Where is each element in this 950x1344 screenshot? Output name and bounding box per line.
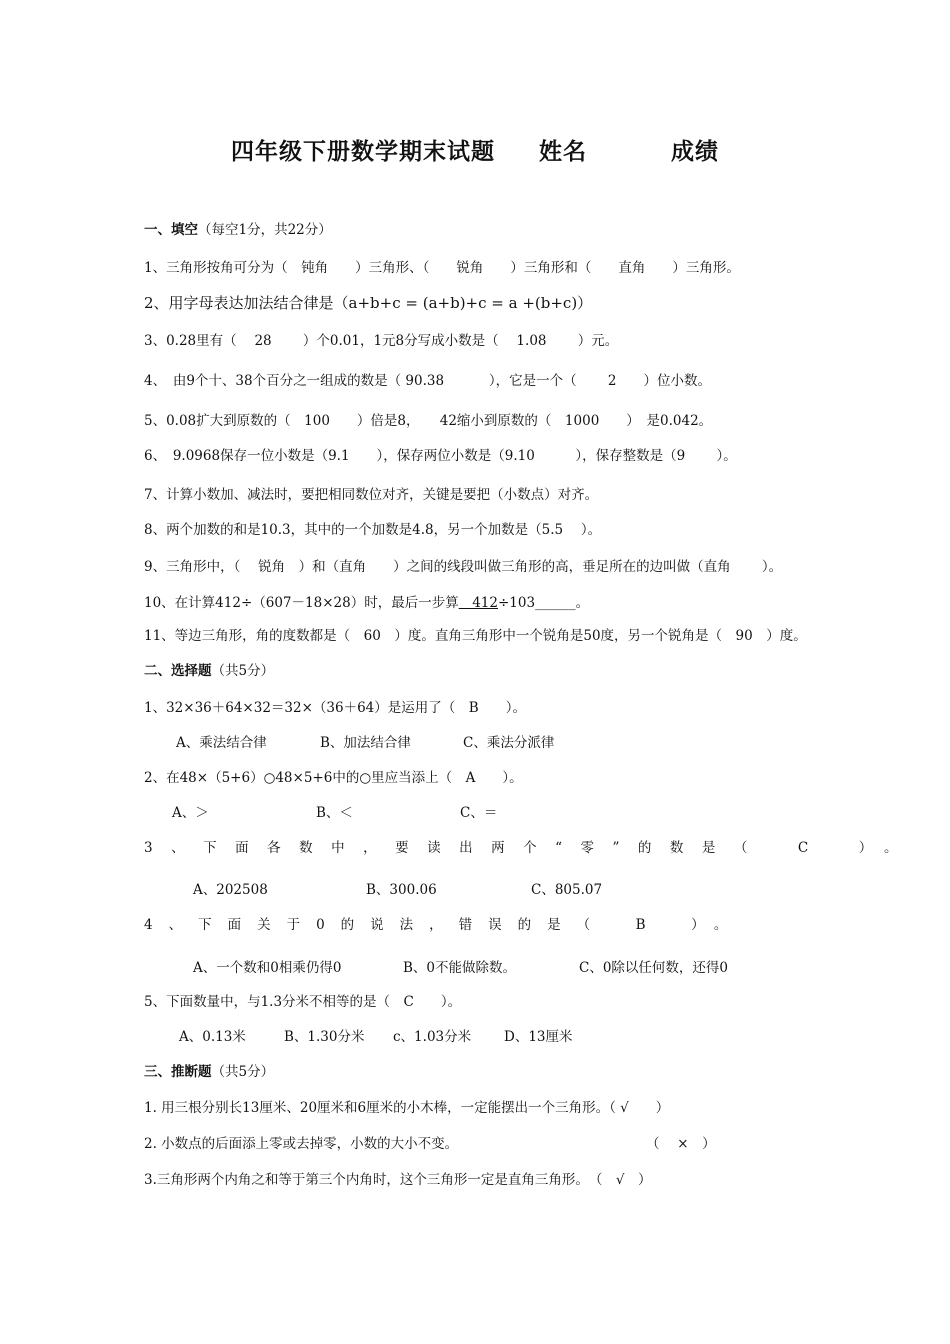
question-1-10	[144, 593, 589, 613]
question-1-2: 2、用字母表达加法结合律是（a+b+c = (a+b)+c = a +(b+c)）	[144, 294, 593, 312]
q3-option-c: C、805.07	[531, 882, 603, 898]
question-1-8: 8、两个加数的和是10.3，其中的一个加数是4.8，另一个加数是（5.5 ）。	[144, 522, 602, 538]
q4-option-a: A、一个数和0相乘仍得0	[193, 960, 342, 976]
section-title: 一、填空	[144, 222, 198, 238]
question-3-2-mark: （ × ）	[646, 1136, 716, 1152]
question-2-1: 1、32×36＋64×32＝32×（36＋64）是运用了（ B ）。	[144, 700, 526, 716]
section-fill-blank-heading	[144, 220, 332, 240]
section-choice-heading	[144, 661, 274, 681]
question-1-11: 11、等边三角形，角的度数都是（ 60 ）度。直角三角形中一个锐角是50度，另一个锐角是（ 90 ）度。	[144, 628, 807, 644]
section-title: 二、选择题	[144, 663, 212, 679]
question-2-5: 5、下面数量中，与1.3分米不相等的是（ C ）。	[144, 994, 462, 1010]
q10-blank: ______	[535, 595, 576, 611]
exam-title: 四年级下册数学期末试题	[231, 138, 495, 165]
q4-option-c: C、0除以任何数，还得0	[579, 960, 729, 976]
q1-option-c: C、乘法分派律	[463, 735, 555, 751]
section-judge-heading	[144, 1062, 274, 1082]
q10-answer: 412	[458, 595, 498, 611]
question-1-4: 4、 由9个十、38个百分之一组成的数是（ 90.38 ），它是一个（ 2 ）位小数。	[144, 373, 711, 389]
q3-option-b: B、300.06	[366, 882, 437, 898]
question-1-6: 6、 9.0968保存一位小数是（9.1 ），保存两位小数是（9.10 ），保存整数是（9 ）。	[144, 448, 737, 464]
section-note: （共5分）	[211, 1064, 275, 1080]
q5-option-c: c、1.03分米	[393, 1029, 472, 1045]
q1-option-a: A、乘法结合律	[176, 735, 267, 751]
question-2-2: 2、在48×（5+6）○48×5+6中的○里应当添上（ A ）。	[144, 770, 523, 786]
section-note: （每空1分，共22分）	[198, 222, 332, 238]
question-3-3: 3.三角形两个内角之和等于第三个内角时，这个三角形一定是直角三角形。 （ √ ）	[144, 1172, 652, 1188]
q2-option-a: A、＞	[172, 805, 209, 821]
question-1-1: 1、三角形按角可分为（ 钝角 ）三角形、（ 锐角 ）三角形和（ 直角 ）三角形。	[144, 260, 740, 276]
question-3-2: 2. 小数点的后面添上零或去掉零，小数的大小不变。	[144, 1136, 459, 1152]
q10-prefix: 10、在计算412÷（607－18×28）时，最后一步算	[144, 595, 459, 611]
question-1-3: 3、0.28里有（ 28 ）个0.01，1元8分写成小数是（ 1.08 ）元。	[144, 333, 619, 349]
page-title	[0, 133, 950, 166]
name-label: 姓名	[539, 138, 587, 165]
q1-option-b: B、加法结合律	[320, 735, 411, 751]
q10-suffix: 。	[575, 595, 590, 611]
q4-option-b: B、0不能做除数。	[403, 960, 517, 976]
question-1-9: 9、三角形中，（ 锐角 ）和（直角 ）之间的线段叫做三角形的高，垂足所在的边叫做（直角 ）。	[144, 559, 783, 575]
score-label: 成绩	[671, 138, 719, 165]
section-note: （共5分）	[211, 663, 275, 679]
q5-option-d: D、13厘米	[504, 1029, 573, 1045]
question-1-7: 7、计算小数加、减法时，要把相同数位对齐，关键是要把（小数点）对齐。	[144, 487, 599, 503]
q2-option-b: B、＜	[316, 805, 353, 821]
question-3-1: 1. 用三根分别长13厘米、20厘米和6厘米的小木棒，一定能摆出一个三角形。（ √ ）	[144, 1100, 670, 1116]
question-2-3: 3、下面各数中，要读出两个“零”的数是（ C ）。	[144, 840, 916, 856]
question-1-5: 5、0.08扩大到原数的（ 100 ）倍是8， 42缩小到原数的（ 1000 ） 是0.042。	[144, 413, 713, 429]
q3-option-a: A、202508	[193, 882, 268, 898]
q2-option-c: C、＝	[460, 805, 498, 821]
q5-option-b: B、1.30分米	[284, 1029, 365, 1045]
section-title: 三、推断题	[144, 1064, 212, 1080]
q5-option-a: A、0.13米	[179, 1029, 246, 1045]
q10-mid: ÷103	[497, 595, 536, 611]
question-2-4: 4、下面关于0的说法，错误的是（ B ）。	[144, 917, 744, 933]
